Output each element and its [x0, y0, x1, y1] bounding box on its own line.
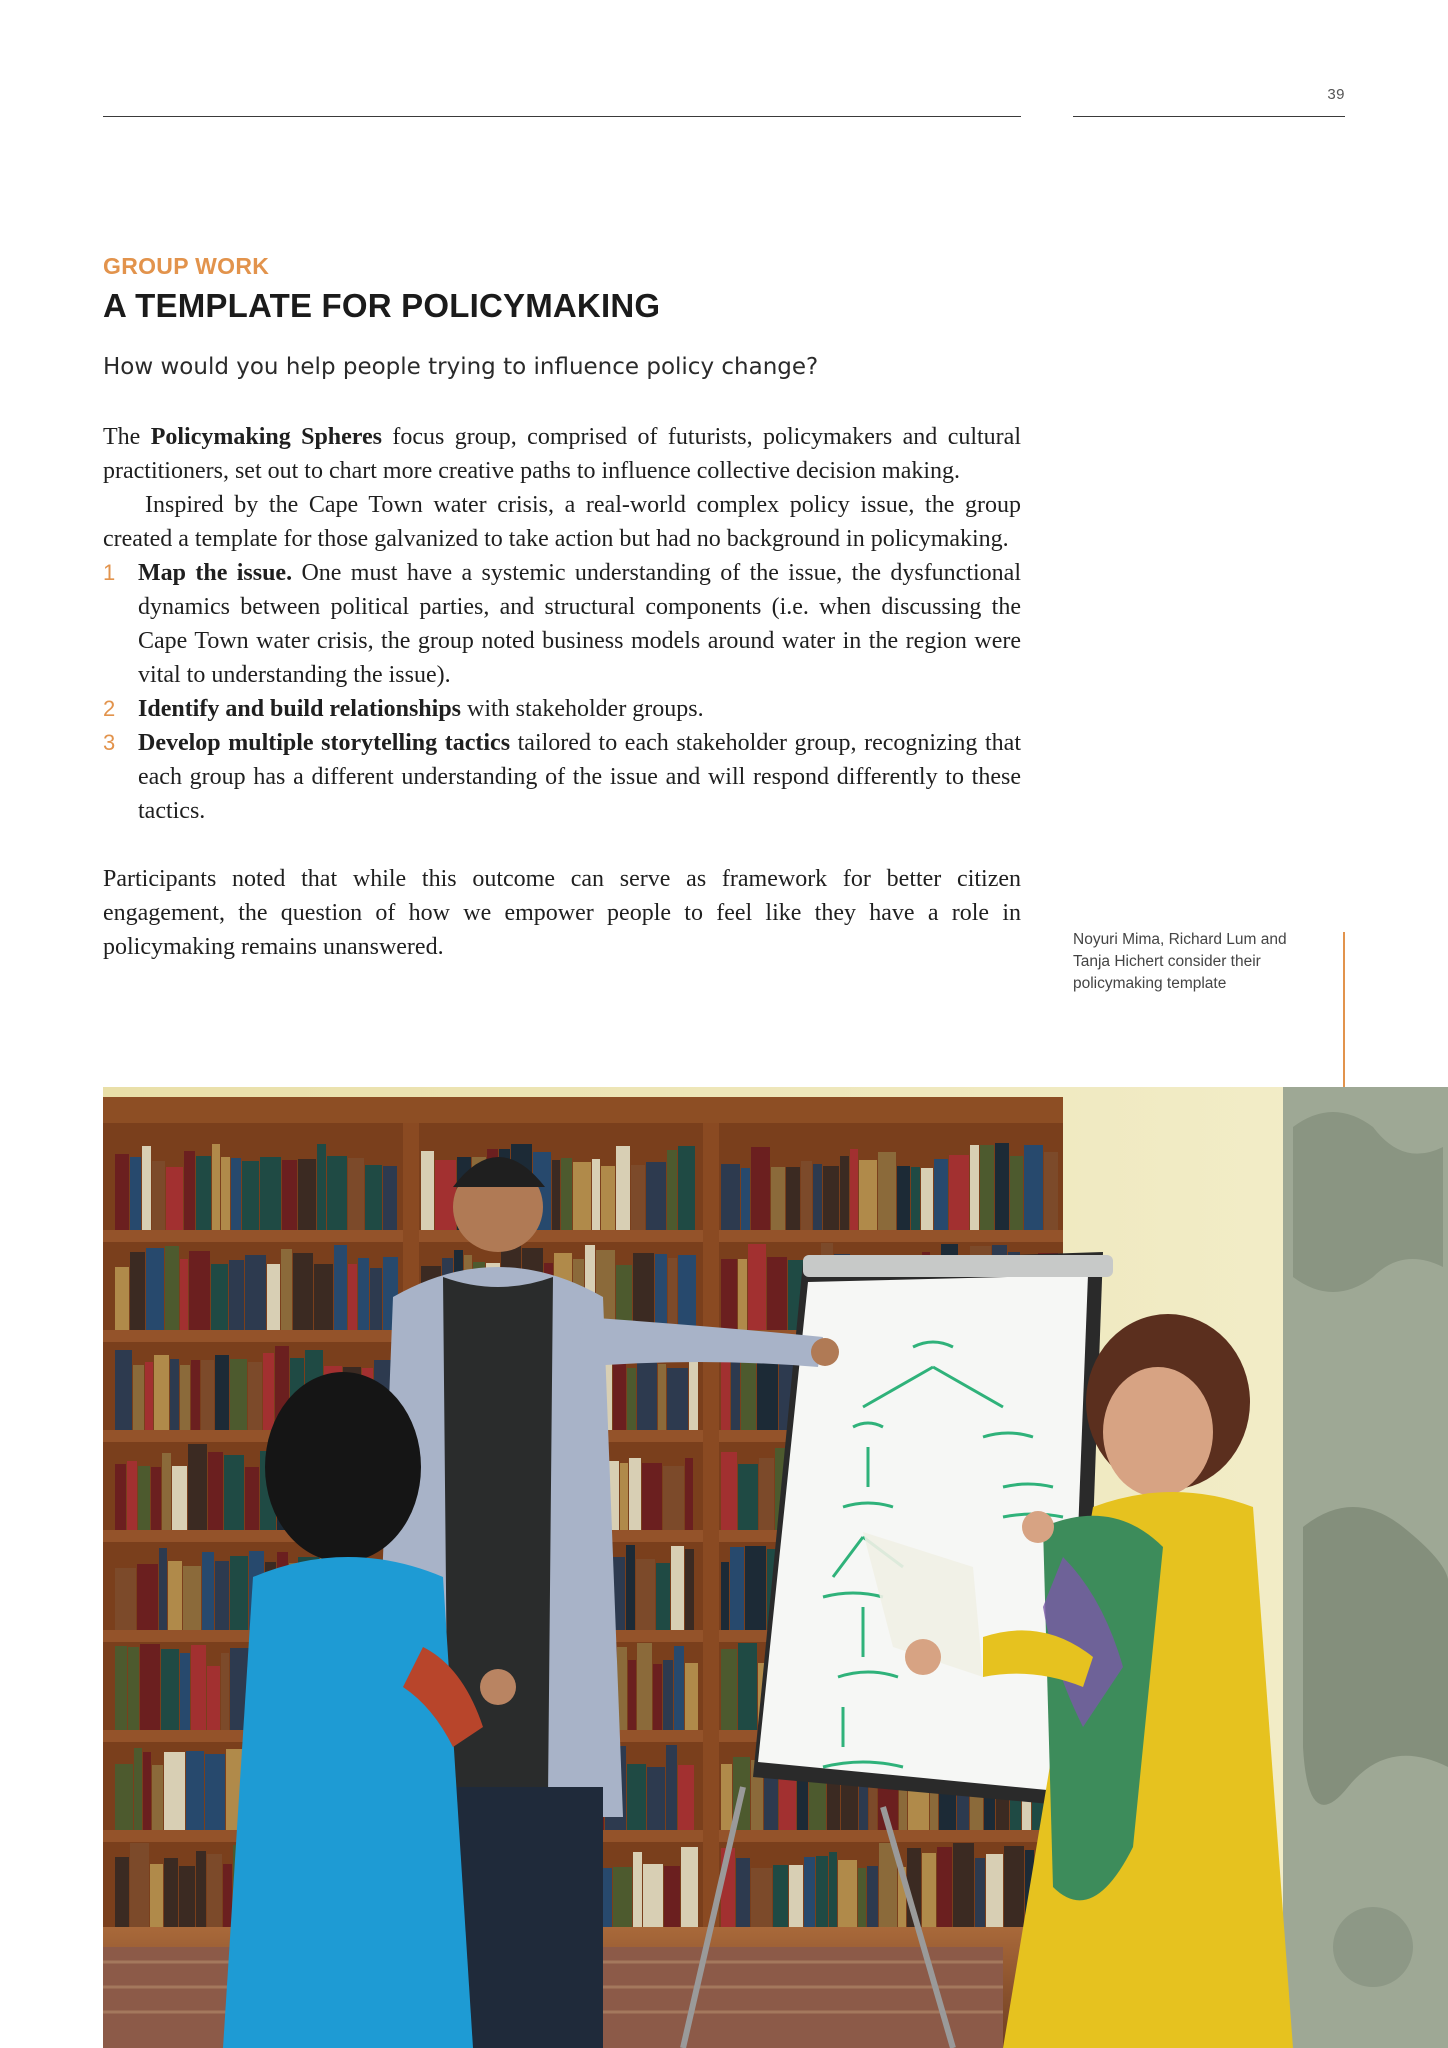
intro-p1-post: focus group, comprised of futurists, policymakers and cultural practitioners, set out to chart more creative paths to influence collective decision making.: [103, 424, 1021, 484]
article-body: [103, 420, 1021, 964]
step-title: Identify and build relationships: [138, 696, 462, 722]
group-photo: [103, 1087, 1448, 2048]
step-text: with stakeholder groups.: [461, 696, 704, 722]
photo-illustration: [103, 1087, 1448, 2048]
intro-p1-pre: The: [103, 424, 151, 450]
intro-p1-bold: Policymaking Spheres: [150, 424, 383, 450]
step-number: 3: [103, 730, 116, 755]
step-text: One must have a systemic understanding of the issue, the dysfunctional dynamics between political parties, and structural components (i.e. when discussing the Cape Town water crisis, the group noted business models around water in the region were vital to understanding the issue).: [138, 560, 1021, 688]
header-rule-main: [103, 116, 1021, 117]
list-item: [103, 692, 1021, 726]
steps-list: [103, 556, 1021, 828]
header-rule-side: [1073, 116, 1345, 117]
section-label: GROUP WORK: [103, 253, 270, 279]
step-text: tailored to each stakeholder group, recognizing that each group has a different understanding of the issue and will respond differently to these tactics.: [138, 730, 1021, 824]
list-item: [103, 726, 1021, 828]
page-number: 39: [1327, 86, 1345, 103]
photo-caption: Noyuri Mima, Richard Lum and Tanja Hichert consider their policymaking template: [1073, 931, 1287, 992]
page-title: A TEMPLATE FOR POLICYMAKING: [103, 287, 661, 324]
closing-paragraph: Participants noted that while this outcome can serve as framework for better citizen engagement, the question of how we empower people to feel like they have a role in policymaking remains unanswered.: [103, 866, 1021, 960]
caption-accent-bar: [1343, 932, 1345, 1087]
step-title: Map the issue.: [138, 560, 293, 586]
list-item: [103, 556, 1021, 692]
intro-paragraph-2: Inspired by the Cape Town water crisis, a real-world complex policy issue, the group created a template for those galvanized to take action but had no background in policymaking.: [103, 492, 1021, 552]
step-number: 1: [103, 560, 116, 585]
subtitle: How would you help people trying to influence policy change?: [103, 354, 819, 380]
intro-paragraph-1: [103, 420, 1021, 488]
step-number: 2: [103, 696, 116, 721]
step-title: Develop multiple storytelling tactics: [138, 730, 511, 756]
